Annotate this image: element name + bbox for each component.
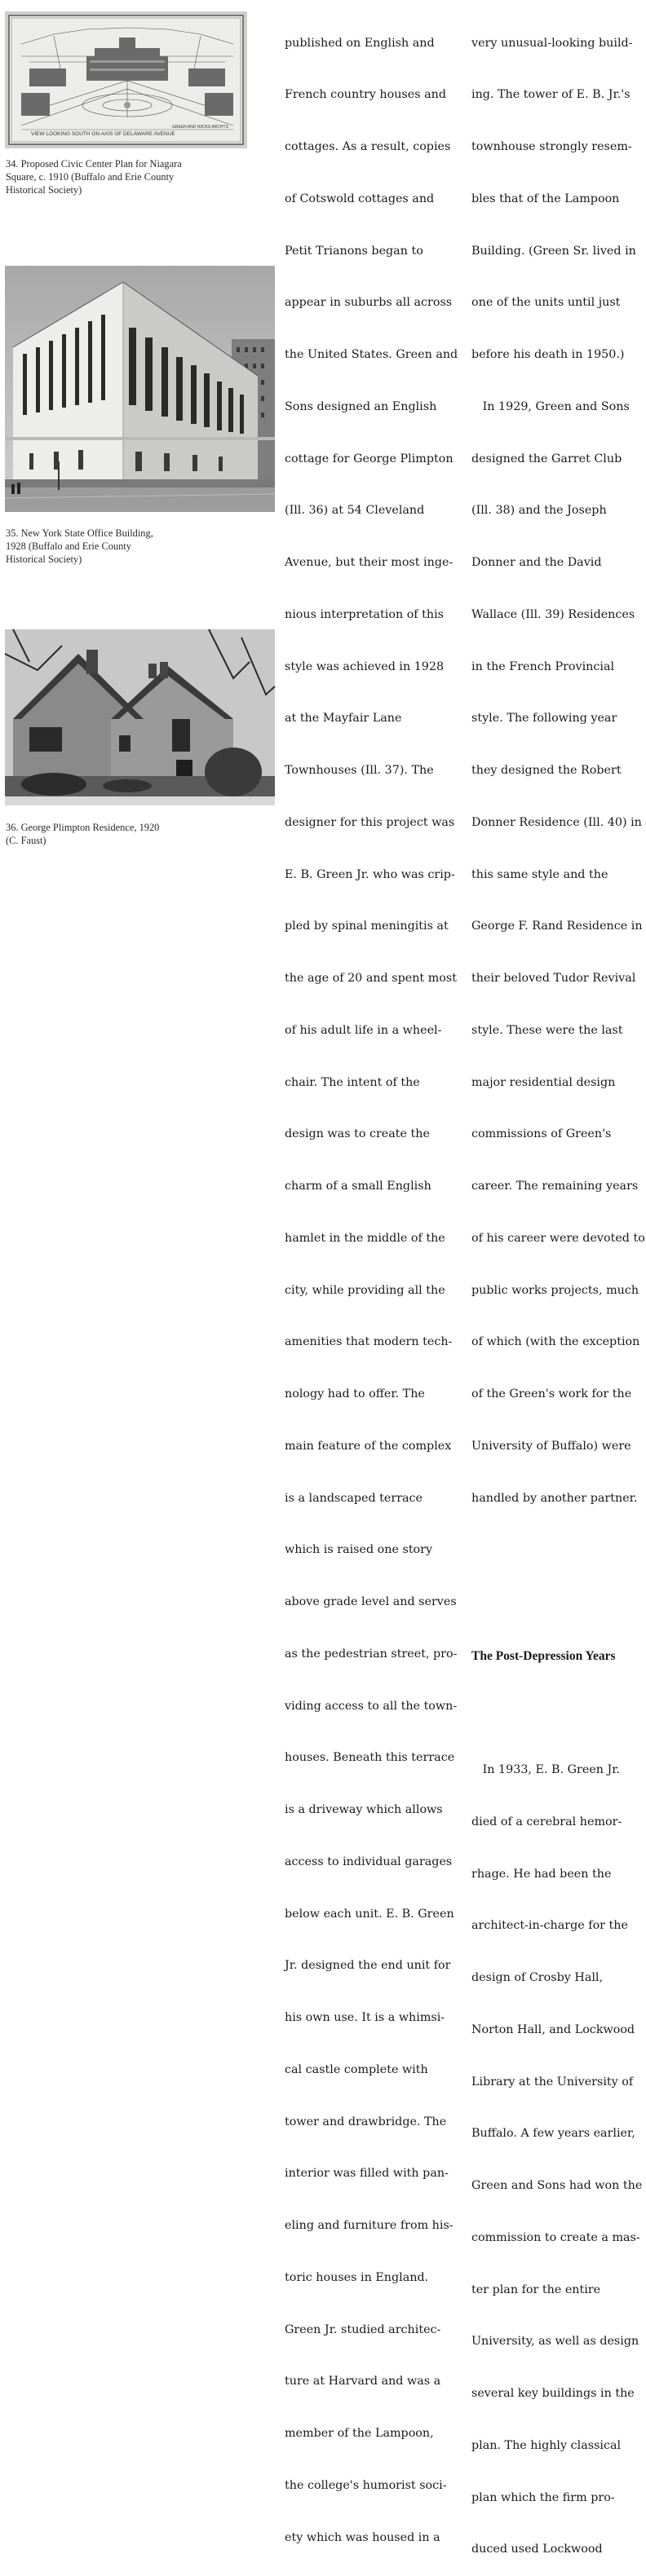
text-line: Green Jr. studied architec- <box>285 2322 441 2336</box>
text-line: In 1933, E. B. Green Jr. <box>471 1763 621 1776</box>
figure-state-office-building <box>5 266 275 512</box>
text-line: Donner and the David <box>471 556 602 569</box>
text-line: of the Green's work for the <box>471 1387 632 1400</box>
text-line: ture at Harvard and was a <box>285 2375 441 2389</box>
text-line: French country houses and <box>285 88 446 102</box>
text-line: design was to create the <box>285 1127 430 1141</box>
text-line: Sons designed an English <box>285 399 437 413</box>
text-line: major residential design <box>471 1075 616 1089</box>
text-line: duced used Lockwood <box>471 2543 603 2556</box>
text-line: Library at the University of <box>471 2075 634 2089</box>
text-line: cottage for George Plimpton <box>285 452 454 465</box>
text-line: commissions of Green's <box>471 1127 612 1141</box>
figure-caption: 34. Proposed Civic Center Plan for Niagara Square, c. 1910 (Buffalo and Erie County Historical Society) <box>6 158 182 196</box>
text-line: ter plan for the entire <box>471 2283 601 2296</box>
text-line: commission to create a mas- <box>471 2230 640 2244</box>
text-line: very unusual-looking build- <box>471 36 633 50</box>
text-line: (Ill. 38) and the Joseph <box>471 504 607 518</box>
text-line: before his death in 1950.) <box>471 348 625 361</box>
text-line: plan which the firm pro- <box>471 2490 615 2504</box>
text-line: designer for this project was <box>285 815 455 829</box>
svg-text:VIEW LOOKING SOUTH ON AXIS OF: VIEW LOOKING SOUTH ON AXIS OF DELAWARE AVENUE <box>31 131 175 137</box>
text-line: Townhouses (Ill. 37). The <box>285 764 434 777</box>
civic-center-sketch <box>5 11 247 148</box>
text-line: Norton Hall, and Lockwood <box>471 2022 635 2036</box>
text-line: pled by spinal meningitis at <box>285 920 449 933</box>
text-line: is a driveway which allows <box>285 1803 443 1816</box>
text-line: ety which was housed in a <box>285 2530 440 2544</box>
text-line: charm of a small English <box>285 1180 431 1193</box>
text-column-2 <box>471 0 645 2576</box>
text-line: handled by another partner. <box>471 1491 638 1505</box>
text-line: cal castle complete with <box>285 2062 428 2076</box>
text-line: published on English and <box>285 36 435 50</box>
text-line: cottages. As a result, copies <box>285 140 451 153</box>
text-line: of Cotswold cottages and <box>285 192 435 205</box>
text-line: style. These were the last <box>471 1023 623 1037</box>
text-line: design of Crosby Hall, <box>471 1971 604 1984</box>
section-heading: The Post-Depression Years <box>471 1648 616 1663</box>
text-line: University, as well as design <box>471 2335 639 2349</box>
text-line: style. The following year <box>471 712 617 726</box>
text-line: member of the Lampoon, <box>285 2427 434 2440</box>
figure-caption: 36. George Plimpton Residence, 1920 (C. Faust) <box>6 822 160 846</box>
text-line: public works projects, much <box>471 1283 639 1297</box>
text-line: of his adult life in a wheel- <box>285 1023 442 1037</box>
text-line: which is raised one story <box>285 1543 433 1557</box>
figure-caption: 35. New York State Office Building, 1928 (Buffalo and Erie County Historical Society) <box>6 527 153 565</box>
text-line: died of a cerebral hemor- <box>471 1815 622 1828</box>
text-line: access to individual garages <box>285 1855 453 1868</box>
text-line: bles that of the Lampoon <box>471 192 620 205</box>
text-line: toric houses in England. <box>285 2270 429 2284</box>
text-line: above grade level and serves <box>285 1595 457 1608</box>
text-line: several key buildings in the <box>471 2387 635 2400</box>
text-line: Petit Trianons began to <box>285 244 423 258</box>
text-line: main feature of the complex <box>285 1439 452 1453</box>
text-line: amenities that modern tech- <box>285 1335 453 1349</box>
text-line: nious interpretation of this <box>285 607 444 621</box>
text-line: his own use. It is a whimsi- <box>285 2011 445 2024</box>
office-building-photo <box>5 266 275 512</box>
text-line: viding access to all the town- <box>285 1699 458 1713</box>
text-line: Avenue, but their most inge- <box>285 556 454 569</box>
text-line: is a landscaped terrace <box>285 1491 423 1505</box>
text-line: Jr. designed the end unit for <box>285 1959 451 1973</box>
text-line: townhouse strongly resem- <box>471 140 632 153</box>
text-line: Building. (Green Sr. lived in <box>471 244 636 258</box>
text-line: one of the units until just <box>471 296 621 310</box>
text-line: plan. The highly classical <box>471 2438 622 2452</box>
text-line: Wallace (Ill. 39) Residences <box>471 607 635 621</box>
text-line: appear in suburbs all across <box>285 296 453 310</box>
text-line: E. B. Green Jr. who was crip- <box>285 867 455 881</box>
text-line: rhage. He had been the <box>471 1867 612 1881</box>
text-line: Buffalo. A few years earlier, <box>471 2127 635 2141</box>
text-line: George F. Rand Residence in <box>471 920 643 933</box>
text-line: University of Buffalo) were <box>471 1439 631 1453</box>
figure-civic-center-plan <box>5 11 247 148</box>
text-line: architect-in-charge for the <box>471 1919 628 1933</box>
text-column-1 <box>285 0 458 2564</box>
text-line: they designed the Robert <box>471 764 622 777</box>
text-line: Donner Residence (Ill. 40) in <box>471 815 642 829</box>
text-line: below each unit. E. B. Green <box>285 1907 454 1921</box>
text-line: designed the Garret Club <box>471 452 622 465</box>
text-line: Green and Sons had won the <box>471 2179 643 2192</box>
text-line: career. The remaining years <box>471 1180 639 1193</box>
text-line: of which (with the exception <box>471 1335 640 1349</box>
text-line: chair. The intent of the <box>285 1075 420 1089</box>
text-line: (Ill. 36) at 54 Cleveland <box>285 504 425 518</box>
text-line: as the pedestrian street, pro- <box>285 1647 458 1661</box>
text-line: houses. Beneath this terrace <box>285 1751 455 1765</box>
text-line: the United States. Green and <box>285 348 458 361</box>
text-line: hamlet in the middle of the <box>285 1231 445 1245</box>
text-line: of his career were devoted to <box>471 1231 645 1245</box>
figure-plimpton-residence <box>5 629 275 805</box>
text-line: the college's humorist soci- <box>285 2478 447 2492</box>
text-line: ing. The tower of E. B. Jr.'s <box>471 88 631 102</box>
plimpton-residence-photo <box>5 629 275 805</box>
text-line: city, while providing all the <box>285 1283 445 1297</box>
text-line: tower and drawbridge. The <box>285 2115 447 2128</box>
text-line: interior was filled with pan- <box>285 2167 449 2181</box>
text-line: at the Mayfair Lane <box>285 712 402 726</box>
text-line: nology had to offer. The <box>285 1387 425 1400</box>
text-line: the age of 20 and spent most <box>285 972 457 985</box>
text-line: In 1929, Green and Sons <box>471 399 630 413</box>
text-line: their beloved Tudor Revival <box>471 972 636 985</box>
text-line: in the French Provincial <box>471 659 615 673</box>
svg-text:GREEN AND WICKS ARCHTS: GREEN AND WICKS ARCHTS <box>172 125 228 130</box>
text-line: style was achieved in 1928 <box>285 659 445 673</box>
text-line: this same style and the <box>471 867 608 881</box>
text-line: eling and furniture from his- <box>285 2219 454 2232</box>
